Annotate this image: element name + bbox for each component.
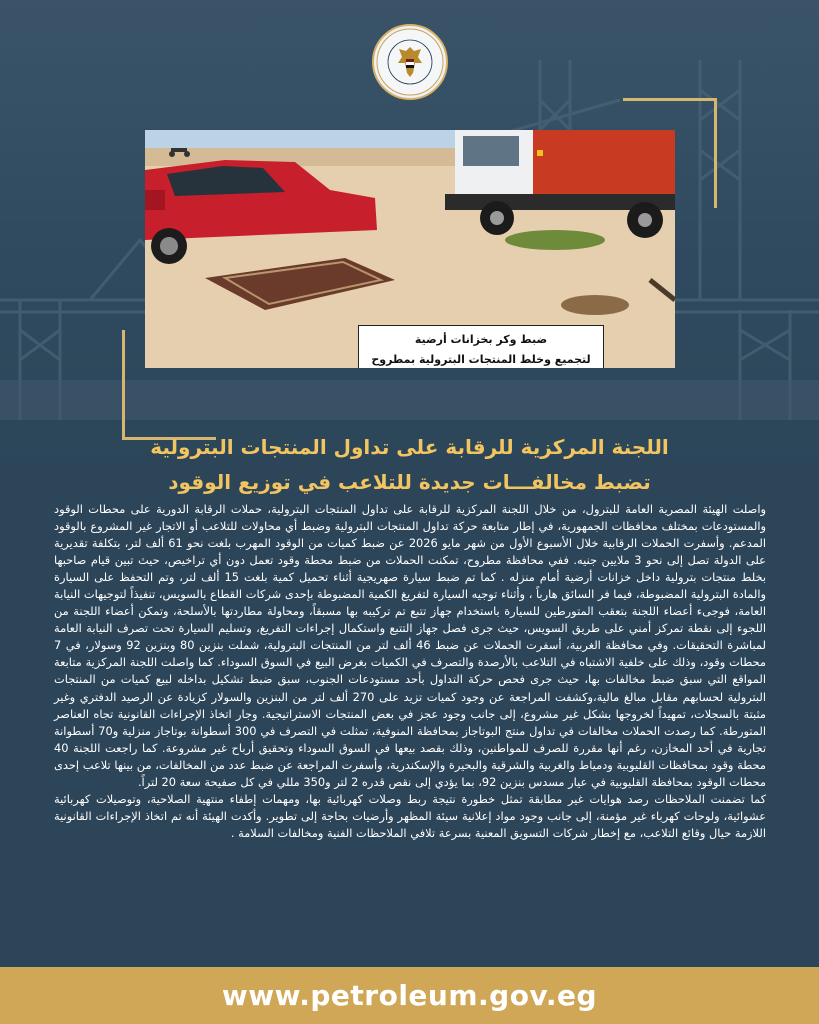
ministry-logo (372, 24, 448, 100)
photo-caption-line1: ضبط وكر بخزانات أرضية (414, 333, 548, 346)
news-photo (145, 130, 675, 368)
article-paragraph: واصلت الهيئة المصرية العامة للبترول، من خلال اللجنة المركزية للرقابة على تداول المنتجات البترولية، حملات الرقابة الدورية على محطات الوقود والمستودعات بمختلف محافظات الجمهورية، في إطار متابعة حركة تداول المنتجات البترولية وضبط أي محاولات للتلاعب أو الاتجار غير المشروع بالوقود المدعم. وأسفرت الحملات الرقابية خلال الأسبوع الأول من شهر مايو 2026 عن ضبط كميات من الوقود المهرب بلغت نحو 61 ألف لتر، بتكلفة تقديرية على الدولة تصل إلى نحو 3 ملايين جنيه. ففي محافظة مطروح، تمكنت الحملات من ضبط محطة وقود تعمل دون أي تراخيص، حيث تبين قيام صاحبها بخلط منتجات بترولية داخل خزانات أرضية أمام منزله . كما تم ضبط سيارة صهريجية أثناء تحميل كمية بلغت 15 ألف لتر، وتم التحفظ على السيارة والمادة البترولية المضبوطة، فيما فر السائق هارباً ، وأثناء توجيه السيارة لتفريغ الكمية المضبوطة بإحدى شركات القطاع بالسويس، تنفيذاً لتوجيهات النيابة العامة، فوجىء أعضاء اللجنة بتعقب المتورطين للسيارة باستخدام جهاز تتبع تم تركيبه بها مسبقاً، ومحاولة مطاردتها بالأسلحة، وتمكن أعضاء اللجنة من اللجوء إلى نقطة تمركز أمني على طريق السويس، حيث جرى فصل جهاز التتبع واستكمال إجراءات التفريغ، وتسليم السيارة تحت تصرف النيابة العامة لمباشرة التحقيقات. وفي محافظة الغربية، أسفرت الحملات عن ضبط 46 ألف لتر من المنتجات البترولية، شملت بنزين 80 وبنزين 92 وسولار، في 7 محطات وقود، وذلك على خلفية الاشتباه في التلاعب بالأرصدة والتصرف في الكميات بغرض البيع في السوق السوداء. كما واصلت اللجنة المركزية متابعة المواقع التي سبق ضبط مخالفات بها، حيث جرى فحص حركة التداول بأحد مستودعات الجنوب، سبق ضبط تشكيل بداخله لبيع كميات من المنتجات البترولية لحسابهم مقابل مبالغ مالية،وكشفت المراجعة عن وجود كميات تزيد على 270 ألف لتر من البنزين والسولار كزيادة عن الرصيد الدفتري وغير مثبتة بالسجلات، تمهيداً لخروجها بشكل غير مشروع، إلى جانب وجود عجز في بعض المنتجات الاستراتيجية. وجار اتخاذ الإجراءات القانونية تجاه العناصر المتورطة. كما رصدت الحملات مخالفات في تداول منتج البوتاجاز بمحافظة المنوفية، تمثلت في التصرف في 300 أسطوانة بوتاجاز منزلية و70 أسطوانة تجارية في أحد المخازن، رغم أنها مقررة للصرف للمواطنين، وذلك بقصد بيعها في السوق السوداء وتحقيق أرباح غير مشروعة. كما راجعت اللجنة 40 محطة وقود بمحافظات القليوبية ودمياط والغربية والشرقية والبحيرة والإسكندرية، وأسفرت المراجعة عن ضبط عدد من المخالفات، من بينها تلاعب إحدى محطات الوقود بمحافظة القليوبية في عيار مسدس بنزين 92، بما يؤدي إلى نقص قدره 2 لتر و350 مللي في كل صفيحة سعة 20 لتراً. (54, 502, 767, 789)
headline-line1: اللجنة المركزية للرقابة على تداول المنتجات البترولية (150, 435, 669, 459)
headline-line2: تضبط مخالفـــات جديدة للتلاعب في توزيع الوقود (168, 470, 651, 494)
article-body (54, 501, 766, 842)
eagle-emblem-icon (375, 27, 445, 97)
footer-band (0, 967, 819, 1024)
photo-caption-box (358, 325, 604, 368)
article-paragraph: كما تضمنت الملاحظات رصد هوايات غير مطابقة تمثل خطورة نتيجة ربط وصلات كهربائية بها، ومهمات إطفاء منتهية الصلاحية، وتوصيلات كهربائية عشوائية، ولوحات كهرباء غير مؤمنة، إلى جانب وجود مواد إعلانية سيئة المظهر وأرضيات بحاجة إلى تطوير. وأكدت الهيئة أنه تم اتخاذ الإجراءات القانونية اللازمة حيال وقائع التلاعب، مع إخطار شركات التسويق المعنية بسرعة تلافي الملاحظات الفنية ومخالفات السلامة . (54, 791, 766, 840)
website-link[interactable]: www.petroleum.gov.eg (221, 979, 598, 1012)
photo-caption-line2: لتجميع وخلط المنتجات البترولية بمطروح (371, 353, 591, 366)
